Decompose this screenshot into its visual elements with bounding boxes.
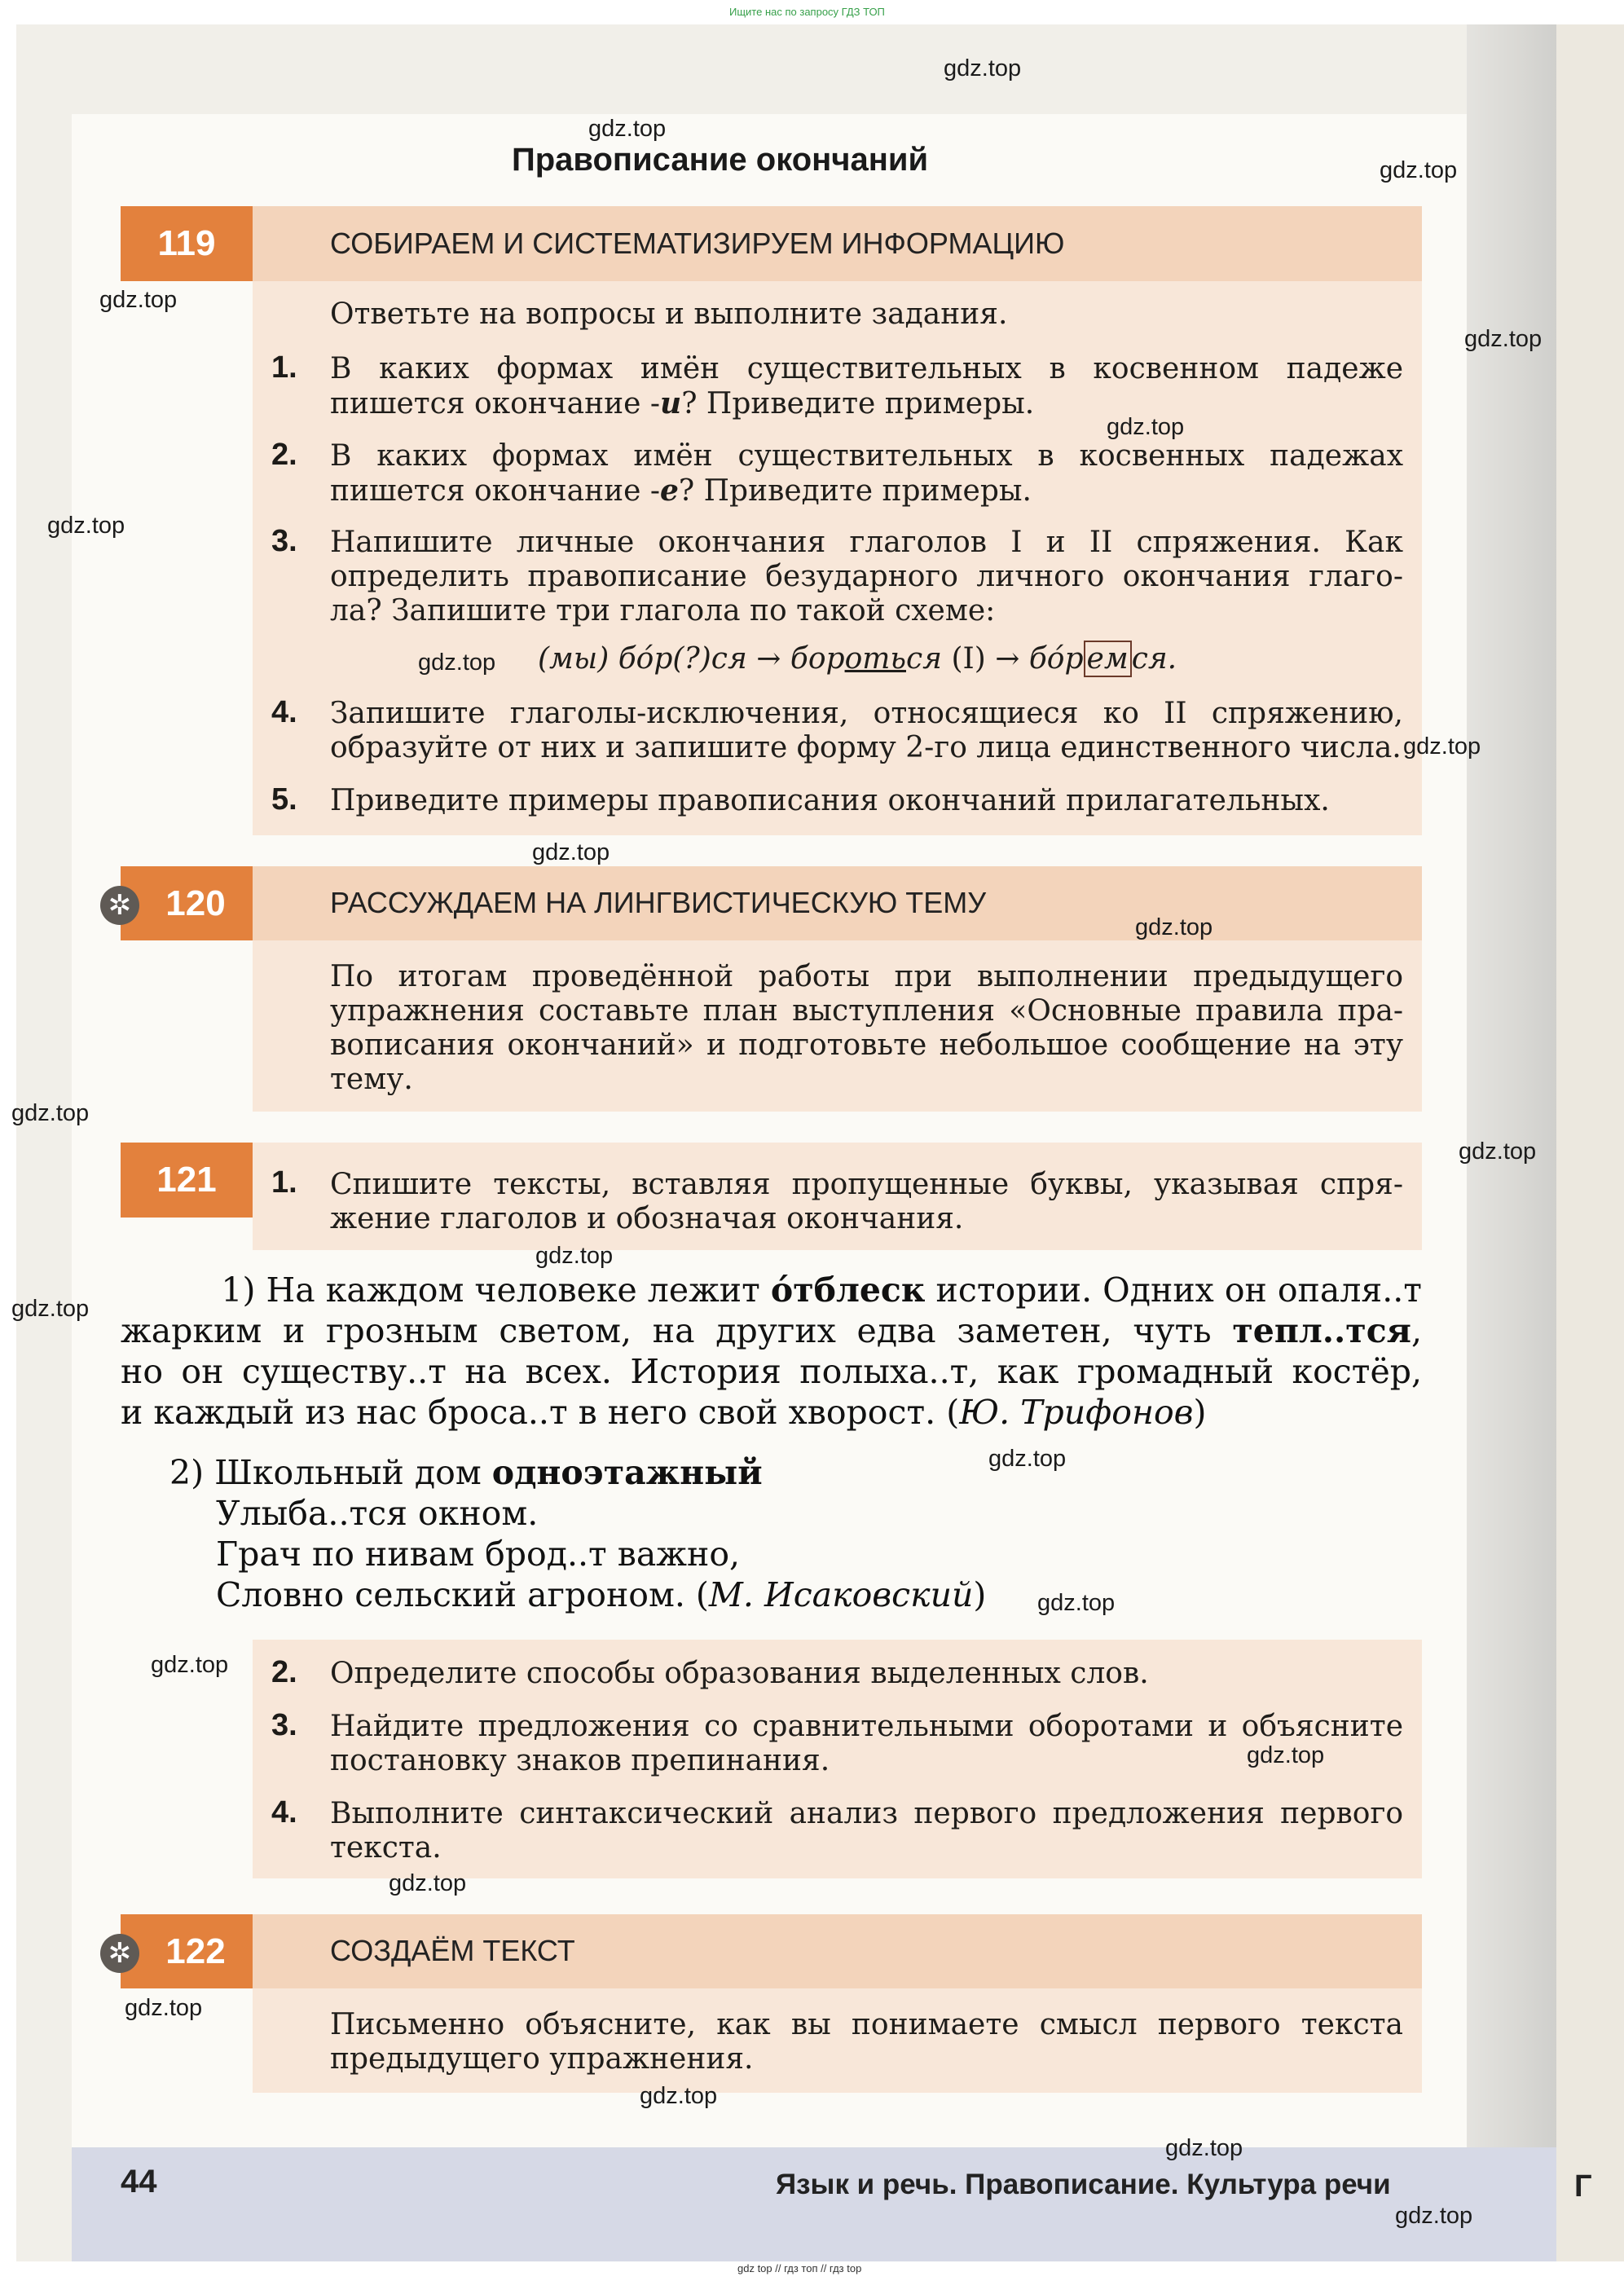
ex121-task1-line2: жение глаголов и обозначая окончания. [330, 1202, 964, 1235]
scheme-part1: (мы) бо́р(?)ся [538, 642, 747, 676]
top-caption: Ищите нас по запросу ГДЗ ТОП [729, 6, 885, 18]
watermark: gdz.top [1395, 2203, 1473, 2229]
ex122-header: СОЗДАЁМ ТЕКСТ [330, 1934, 575, 1967]
ex119-item4-line1: Запишите глаголы-исключения, относящиеся ко II спряжению, [330, 697, 1403, 730]
scheme-part4a: бо́р [1028, 642, 1084, 676]
ex121-task3-number: 3. [271, 1708, 297, 1742]
ex119-item3-number: 3. [271, 524, 297, 558]
watermark: gdz.top [11, 1296, 90, 1322]
watermark: gdz.top [125, 1995, 203, 2021]
ex120-line1: По итогам проведённой работы при выполнении предыдущего [330, 960, 1403, 993]
text2-l1a: 2) Школьный дом [169, 1453, 492, 1492]
ex119-header: СОБИРАЕМ И СИСТЕМАТИЗИРУЕМ ИНФОРМАЦИЮ [330, 227, 1065, 260]
watermark: gdz.top [588, 116, 667, 142]
scheme-part2c: ся [905, 642, 942, 676]
scheme-part2 [790, 642, 942, 676]
text1-bold-word2: тепл..тся [1232, 1311, 1411, 1350]
star-icon: ✲ [100, 886, 139, 925]
ex119-item2-line1: В каких формах имён существительных в косвенных падежах [330, 439, 1403, 473]
watermark: gdz.top [1135, 914, 1213, 940]
text1-l4c: ) [1193, 1393, 1207, 1432]
ex121-task1-line1: Спишите тексты, вставляя пропущенные буквы, указывая спря- [330, 1168, 1403, 1201]
watermark: gdz.top [1380, 157, 1458, 183]
ex119-item1-line2 [330, 386, 1403, 421]
text1-author: Ю. Трифонов [959, 1393, 1194, 1432]
scheme-arrow1: → [756, 642, 781, 676]
ex119-badge: 119 [121, 206, 253, 281]
ex119-item3-line3: ла? Запишите три глагола по такой схеме: [330, 594, 996, 627]
ex122-line2: предыдущего упражнения. [330, 2042, 754, 2076]
watermark: gdz.top [47, 513, 125, 539]
ex121-task3-line2: постановку знаков препинания. [330, 1744, 830, 1777]
ex121-task2-line1: Определите способы образования выделенных слов. [330, 1657, 1149, 1690]
text1-l1c: истории. Одних он опаля..т [925, 1270, 1422, 1310]
ex119-item1-line1: В каких формах имён существительных в косвенном падеже [330, 352, 1403, 385]
ex119-intro: Ответьте на вопросы и выполните задания. [330, 297, 1008, 331]
ex119-item2-line2 [330, 473, 1403, 509]
ex121-text2-line1 [169, 1452, 763, 1493]
ex119-item2-l2a: пишется окончание - [330, 474, 660, 508]
ex120-line2: упражнения составьте план выступления «Основные правила пра- [330, 994, 1403, 1028]
ex121-text1-line1 [121, 1270, 1422, 1310]
watermark: gdz.top [151, 1652, 229, 1678]
ex119-item1-l2c: ? Приведите примеры. [681, 387, 1035, 421]
ex120-line4: тему. [330, 1063, 413, 1096]
ex121-task3-line1: Найдите предложения со сравнительными оборотами и объясните [330, 1710, 1403, 1743]
ex119-item1-number: 1. [271, 350, 297, 385]
ex121-task4-line1: Выполните синтаксический анализ первого предложения первого [330, 1797, 1403, 1830]
ex119-item3-line2: определить правописание безударного личного окончания глаго- [330, 560, 1403, 593]
ex119-item2-number: 2. [271, 438, 297, 472]
ex119-item4-number: 4. [271, 695, 297, 729]
ex119-item3-line1: Напишите личные окончания глаголов I и II спряжения. Как [330, 526, 1403, 559]
ex121-badge: 121 [121, 1143, 253, 1218]
watermark: gdz.top [532, 839, 610, 865]
watermark: gdz.top [389, 1870, 467, 1896]
ex121-task2-number: 2. [271, 1655, 297, 1689]
text2-l4c: ) [973, 1575, 987, 1614]
bottom-caption: gdz top // гдз топ // гдз top [737, 2262, 862, 2274]
ex122-line1: Письменно объясните, как вы понимаете смысл первого текста [330, 2008, 1403, 2041]
watermark: gdz.top [1107, 414, 1185, 440]
ex119-scheme [538, 642, 1434, 676]
page-title: Правописание окончаний [512, 142, 929, 178]
footer-title: Язык и речь. Правописание. Культура речи [776, 2169, 1391, 2200]
footer-band [72, 2147, 1556, 2261]
text1-l2a: жарким и грозным светом, на других едва заметен, чуть [121, 1311, 1233, 1350]
ex121-text2-line4 [216, 1574, 986, 1615]
text1-l4a: и каждый из нас броса..т в него свой хворост. ( [121, 1393, 960, 1432]
watermark: gdz.top [944, 55, 1022, 81]
watermark: gdz.top [1247, 1742, 1325, 1768]
text2-l4a: Словно сельский агроном. ( [216, 1575, 709, 1614]
watermark: gdz.top [988, 1446, 1067, 1472]
scheme-part2b: оть [844, 642, 906, 676]
text2-bold-word: одноэтажный [491, 1453, 763, 1492]
ex121-task1-number: 1. [271, 1165, 297, 1200]
ex122-header-bar [121, 1914, 1422, 1988]
ex119-item5-number: 5. [271, 782, 297, 817]
next-page-edge-letter: Г [1574, 2169, 1592, 2204]
text1-bold-word1: о́тблеск [770, 1270, 926, 1310]
ex119-item2-l2c: ? Приведите примеры. [678, 474, 1032, 508]
ex119-item2-ending: е [660, 473, 679, 508]
ex121-task4-number: 4. [271, 1795, 297, 1830]
watermark: gdz.top [1165, 2135, 1243, 2161]
text1-l2c: , [1411, 1311, 1422, 1350]
ex120-header: РАССУЖДАЕМ НА ЛИНГВИСТИЧЕСКУЮ ТЕМУ [330, 886, 987, 919]
ex119-item4-line2: образуйте от них и запишите форму 2-го лица единственного числа. [330, 731, 1402, 764]
next-page-edge [1556, 24, 1624, 2261]
watermark: gdz.top [1464, 326, 1543, 352]
ex119-item5-line1: Приведите примеры правописания окончаний прилагательных. [330, 784, 1330, 817]
watermark: gdz.top [535, 1243, 614, 1269]
ex121-task4-line2: текста. [330, 1831, 442, 1865]
scheme-part3: (I) [951, 642, 986, 676]
scheme-ending-box: ем [1084, 641, 1132, 677]
ex120-badge: 120 [121, 866, 253, 940]
watermark: gdz.top [418, 650, 496, 676]
scheme-part4 [1029, 641, 1177, 677]
star-icon: ✲ [100, 1934, 139, 1973]
scheme-part4c: ся. [1131, 642, 1177, 676]
watermark: gdz.top [99, 287, 178, 313]
ex121-text1-line3: но он существу..т на всех. История полыха..т, как громадный костёр, [121, 1352, 1422, 1391]
ex120-line3: вописания окончаний» и подготовьте небольшое сообщение на эту [330, 1028, 1403, 1062]
text2-author: М. Исаковский [708, 1575, 974, 1614]
ex119-item1-l2a: пишется окончание - [330, 387, 660, 421]
ex121-text2-line2: Улыба..тся окном. [216, 1494, 539, 1533]
ex119-item1-ending: и [660, 386, 682, 421]
ex121-text1-line4 [121, 1392, 1422, 1433]
page-number: 44 [121, 2164, 157, 2200]
ex121-text1-line2 [121, 1310, 1422, 1351]
ex122-badge: 122 [121, 1914, 253, 1988]
watermark: gdz.top [11, 1100, 90, 1126]
scheme-arrow2: → [995, 642, 1020, 676]
watermark: gdz.top [1459, 1138, 1537, 1165]
watermark: gdz.top [1403, 733, 1481, 760]
text1-l1a: 1) На каждом человеке лежит [221, 1270, 771, 1310]
scheme-part2a: бор [790, 642, 845, 676]
watermark: gdz.top [1037, 1590, 1116, 1616]
watermark: gdz.top [640, 2083, 718, 2109]
ex121-text2-line3: Грач по нивам брод..т важно, [216, 1535, 741, 1574]
